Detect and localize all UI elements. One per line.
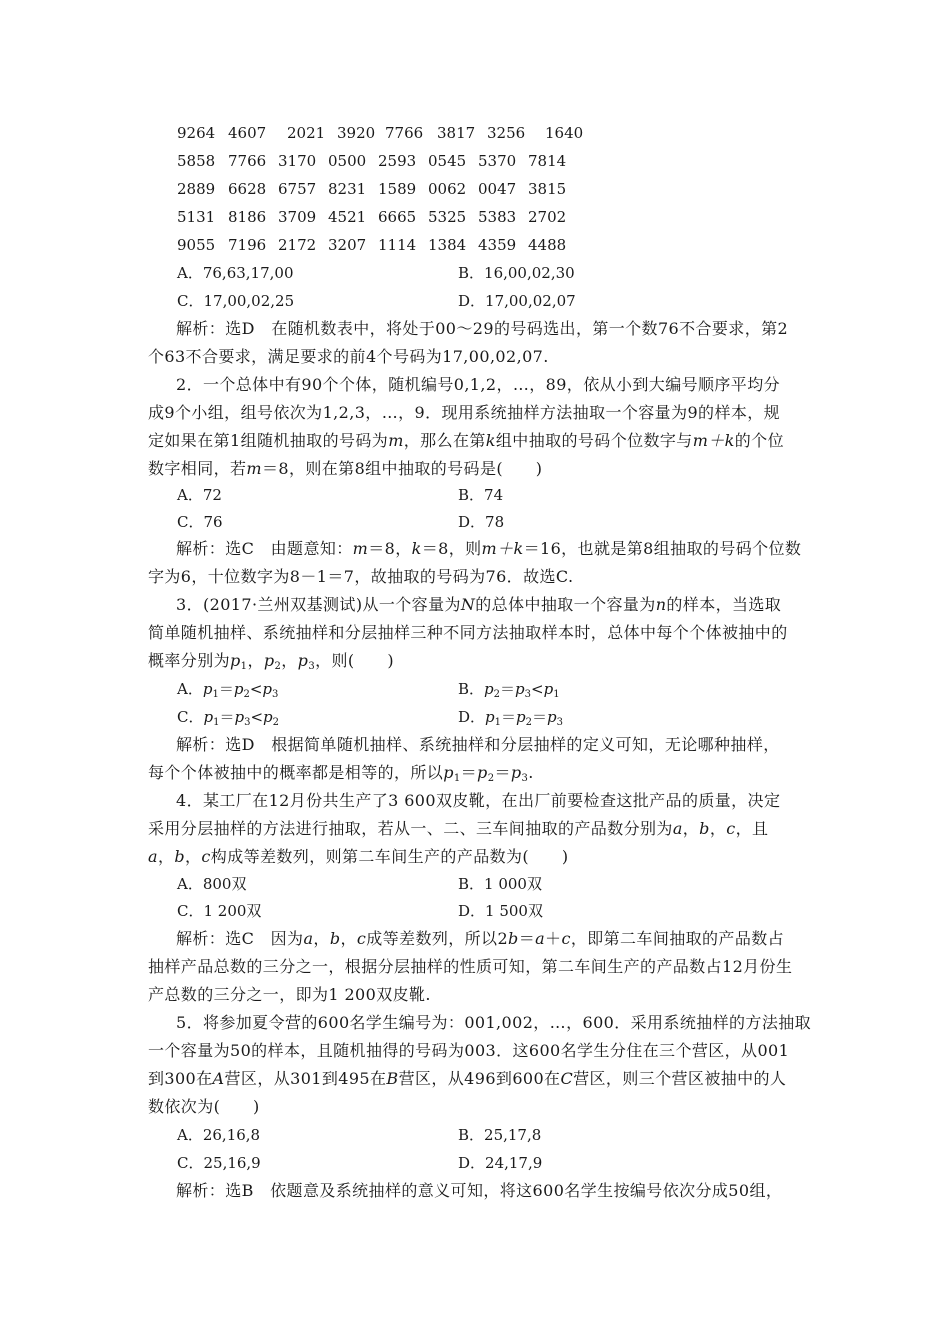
solution-line: 解析：选D 在随机数表中，将处于00～29的号码选出，第一个数76不合要求，第2 <box>176 319 789 338</box>
solution-line: 字为6，十位数字为8－1＝7，故抽取的号码为76．故选C. <box>148 567 574 586</box>
option-a: A．26,16,8 <box>177 1126 261 1144</box>
option-d: D．$p_1=p_2=p_3$ <box>458 708 564 728</box>
table-cell: 7196 <box>228 236 267 254</box>
table-cell: 3920 <box>337 124 376 142</box>
table-cell: 8186 <box>228 208 267 226</box>
table-cell: 9264 <box>177 124 216 142</box>
question-text: 数字相同，若m＝8，则在第8组中抽取的号码是( ) <box>148 459 543 478</box>
table-cell: 0062 <box>428 180 467 198</box>
table-cell: 1114 <box>378 236 417 254</box>
option-b: B．25,17,8 <box>458 1126 542 1144</box>
table-cell: 8231 <box>328 180 367 198</box>
table-cell: 4488 <box>528 236 567 254</box>
table-cell: 2702 <box>528 208 567 226</box>
option-d: D．78 <box>458 513 505 531</box>
option-a: A．800双 <box>177 875 247 893</box>
solution-line: 每个个体被抽中的概率都是相等的，所以$p_1=p_2=p_3$. <box>148 763 534 784</box>
option-c: C．17,00,02,25 <box>177 292 295 310</box>
solution-line: 解析：选D 根据简单随机抽样、系统抽样和分层抽样的定义可知，无论哪种抽样， <box>176 735 780 754</box>
question-text: 定如果在第1组随机抽取的号码为m，那么在第k组中抽取的号码个位数字与m＋k的个位 <box>148 431 784 450</box>
table-cell: 0545 <box>428 152 467 170</box>
option-b: B．74 <box>458 486 504 504</box>
table-cell: 2172 <box>278 236 317 254</box>
option-c: C．1 200双 <box>177 902 262 920</box>
solution-line: 产总数的三分之一，即为1 200双皮靴. <box>148 985 431 1004</box>
option-d: D．17,00,02,07 <box>458 292 576 310</box>
table-cell: 5131 <box>177 208 216 226</box>
option-b: B．1 000双 <box>458 875 542 893</box>
table-cell: 3817 <box>437 124 476 142</box>
question-text: 概率分别为$p_1$，$p_2$，$p_3$，则( ) <box>148 651 394 672</box>
table-cell: 5325 <box>428 208 467 226</box>
option-d: D．24,17,9 <box>458 1154 543 1172</box>
table-cell: 6757 <box>278 180 317 198</box>
question-text: 采用分层抽样的方法进行抽取，若从一、二、三车间抽取的产品数分别为a，b，c，且 <box>148 819 769 838</box>
option-d: D．1 500双 <box>458 902 543 920</box>
table-cell: 2889 <box>177 180 216 198</box>
solution-line: 个63不合要求，满足要求的前4个号码为17,00,02,07. <box>148 347 549 366</box>
table-cell: 3815 <box>528 180 567 198</box>
solution-line: 解析：选C 由题意知：m＝8，k＝8，则m＋k＝16，也就是第8组抽取的号码个位数 <box>176 539 802 558</box>
table-cell: 3256 <box>487 124 526 142</box>
table-cell: 5858 <box>177 152 216 170</box>
question-text: 到300在A营区，从301到495在B营区，从496到600在C营区，则三个营区被抽中的人 <box>148 1069 787 1088</box>
solution-line: 解析：选C 因为a，b，c成等差数列，所以2b＝a＋c，即第二车间抽取的产品数占 <box>176 929 785 948</box>
table-cell: 0047 <box>478 180 517 198</box>
question-text: 5．将参加夏令营的600名学生编号为：001,002，…，600．采用系统抽样的方法抽取 <box>176 1013 812 1032</box>
solution-line: 抽样产品总数的三分之一，根据分层抽样的性质可知，第二车间生产的产品数占12月份生 <box>148 957 793 976</box>
table-cell: 7814 <box>528 152 567 170</box>
table-cell: 0500 <box>328 152 367 170</box>
table-cell: 4359 <box>478 236 517 254</box>
question-text: 简单随机抽样、系统抽样和分层抽样三种不同方法抽取样本时，总体中每个个体被抽中的 <box>148 623 788 642</box>
table-cell: 6628 <box>228 180 267 198</box>
table-cell: 5370 <box>478 152 517 170</box>
table-cell: 5383 <box>478 208 517 226</box>
question-text: 2．一个总体中有90个个体，随机编号0,1,2，…，89，依从小到大编号顺序平均分 <box>176 375 781 394</box>
table-cell: 6665 <box>378 208 417 226</box>
table-cell: 4607 <box>228 124 267 142</box>
option-c: C．$p_1=p_3<p_2$ <box>177 708 280 728</box>
option-c: C．76 <box>177 513 223 531</box>
question-text: a，b，c构成等差数列，则第二车间生产的产品数为( ) <box>148 847 569 866</box>
table-cell: 1384 <box>428 236 467 254</box>
table-cell: 3709 <box>278 208 317 226</box>
table-cell: 3207 <box>328 236 367 254</box>
question-text: 3．(2017·兰州双基测试)从一个容量为N的总体中抽取一个容量为n的样本，当选取 <box>176 595 782 614</box>
table-cell: 9055 <box>177 236 216 254</box>
option-a: A．76,63,17,00 <box>177 264 294 282</box>
option-c: C．25,16,9 <box>177 1154 261 1172</box>
table-cell: 1640 <box>545 124 584 142</box>
table-cell: 7766 <box>228 152 267 170</box>
table-cell: 3170 <box>278 152 317 170</box>
question-text: 成9个小组，组号依次为1,2,3，…，9．现用系统抽样方法抽取一个容量为9的样本，规 <box>148 403 781 422</box>
question-text: 4．某工厂在12月份共生产了3 600双皮靴，在出厂前要检查这批产品的质量，决定 <box>176 791 781 810</box>
solution-line: 解析：选B 依题意及系统抽样的意义可知，将这600名学生按编号依次分成50组， <box>176 1181 783 1200</box>
option-b: B．$p_2=p_3<p_1$ <box>458 680 560 700</box>
option-a: A．$p_1=p_2<p_3$ <box>177 680 279 700</box>
table-cell: 2021 <box>287 124 326 142</box>
question-text: 一个容量为50的样本，且随机抽得的号码为003．这600名学生分住在三个营区，从001 <box>148 1041 790 1060</box>
table-cell: 1589 <box>378 180 417 198</box>
option-a: A．72 <box>177 486 222 504</box>
table-cell: 2593 <box>378 152 417 170</box>
question-text: 数依次为( ) <box>148 1097 260 1116</box>
table-cell: 4521 <box>328 208 367 226</box>
table-cell: 7766 <box>385 124 424 142</box>
option-b: B．16,00,02,30 <box>458 264 575 282</box>
